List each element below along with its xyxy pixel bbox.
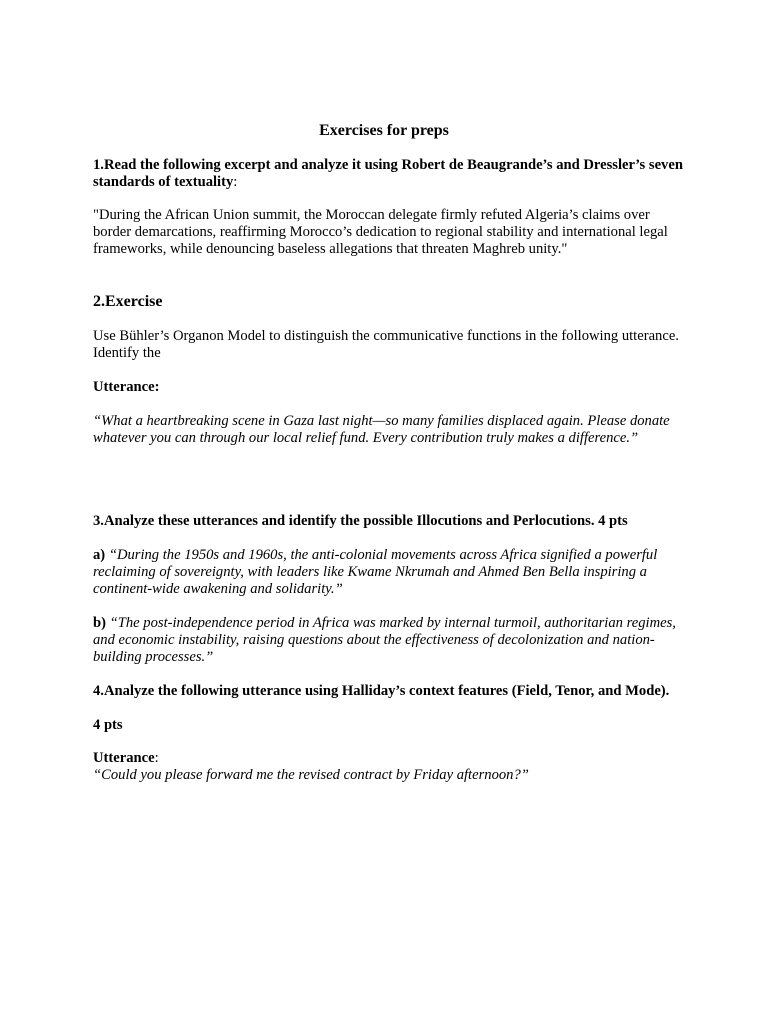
exercise-1-heading-text: 1.Read the following excerpt and analyze it using Robert de Beaugrande’s and Dressler’s seven standards of textuality <box>93 157 683 190</box>
exercise-3-item-a <box>93 547 683 598</box>
exercise-3-item-a-text: “During the 1950s and 1960s, the anti-colonial movements across Africa signified a powerful reclaiming of sovereignty, with leaders like Kwame Nkrumah and Ahmed Ben Bella inspiring a continent-wide awakening and solidarity.” <box>93 547 658 597</box>
exercise-2-utterance-label: Utterance: <box>93 379 160 395</box>
exercise-4-heading: 4.Analyze the following utterance using Halliday’s context features (Field, Tenor, and Mode). <box>93 683 670 699</box>
exercise-3-item-b <box>93 615 683 666</box>
exercise-1-excerpt: "During the African Union summit, the Moroccan delegate firmly refuted Algeria’s claims over border demarcations, reaffirming Morocco’s dedication to regional stability and international legal frameworks, while denouncing baseless allegations that threaten Maghreb unity." <box>93 207 668 257</box>
exercise-2-heading: 2.Exercise <box>93 293 163 310</box>
exercise-2-instruction: Use Bühler’s Organon Model to distinguish the communicative functions in the following utterance. Identify the <box>93 328 679 361</box>
exercise-3-item-a-label: a) <box>93 547 106 563</box>
exercise-3-item-b-label: b) <box>93 615 106 631</box>
exercise-2-utterance: “What a heartbreaking scene in Gaza last night—so many families displaced again. Please donate whatever you can through our local relief fund. Every contribution truly makes a difference.” <box>93 413 670 446</box>
page-title: Exercises for preps <box>319 122 449 139</box>
exercise-1-heading-colon: : <box>233 174 238 190</box>
exercise-4-utterance-label-colon: : <box>154 750 159 766</box>
exercise-4-utterance-label-text: Utterance <box>93 750 155 766</box>
exercise-1-heading <box>93 157 683 191</box>
exercise-3-heading: 3.Analyze these utterances and identify the possible Illocutions and Perlocutions. 4 pts <box>93 513 628 529</box>
exercise-4-utterance: “Could you please forward me the revised contract by Friday afternoon?” <box>93 767 529 783</box>
exercise-3-item-b-text: “The post-independence period in Africa was marked by internal turmoil, authoritarian regimes, and economic instability, raising questions about the effectiveness of decolonization and nation-building processes.” <box>93 615 676 665</box>
exercise-4-points: 4 pts <box>93 717 123 733</box>
exercise-4-utterance-label <box>93 750 683 767</box>
